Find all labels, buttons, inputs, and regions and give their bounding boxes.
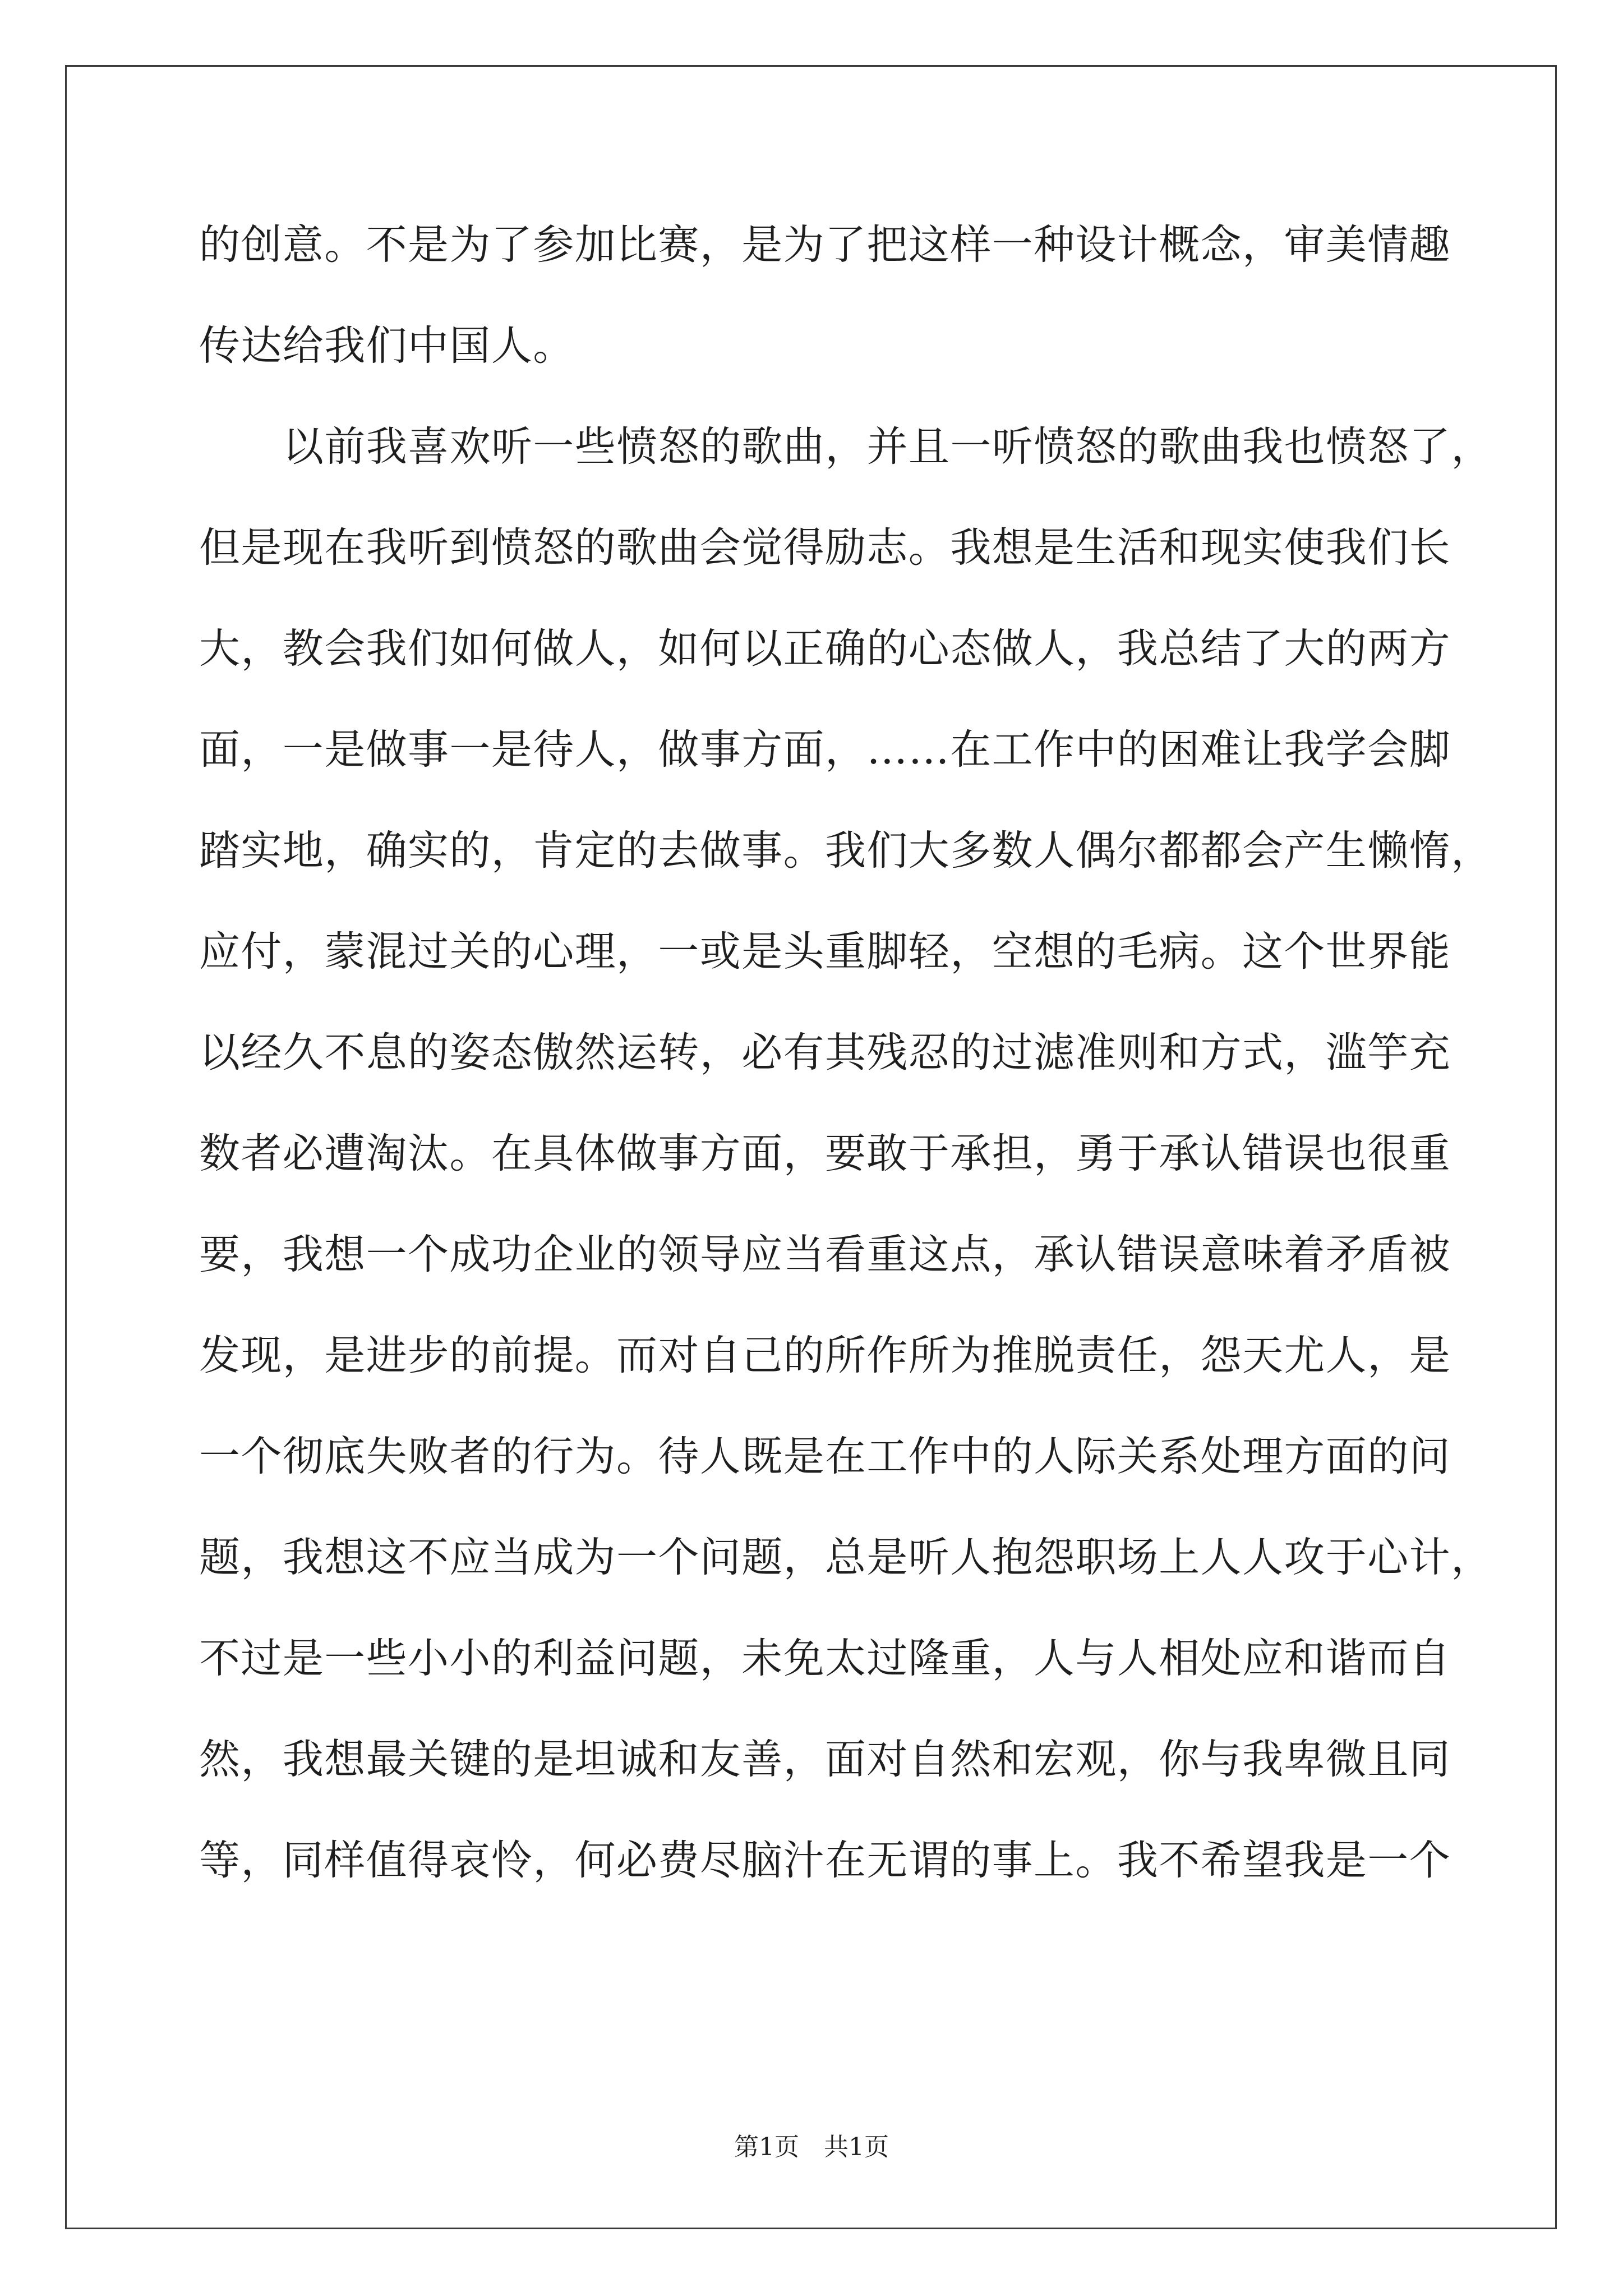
text-line: 发现，是进步的前提。而对自己的所作所为推脱责任，怨天尤人，是: [199, 1332, 1451, 1379]
page-footer: [0, 2132, 1623, 2163]
text-line: 传达给我们中国人。: [199, 322, 575, 370]
text-line: 但是现在我听到愤怒的歌曲会觉得励志。我想是生活和现实使我们长: [199, 524, 1451, 572]
text-line: 题，我想这不应当成为一个问题，总是听人抱怨职场上人人攻于心计，: [199, 1534, 1493, 1581]
page-total: 共1页: [824, 2133, 889, 2161]
text-line: 踏实地，确实的，肯定的去做事。我们大多数人偶尔都都会产生懒惰，: [199, 827, 1493, 875]
page-number: 第1页: [734, 2133, 799, 2161]
text-line: 的创意。不是为了参加比赛，是为了把这样一种设计概念，审美情趣: [199, 221, 1451, 269]
text-line: 不过是一些小小的利益问题，未免太过隆重，人与人相处应和谐而自: [199, 1635, 1451, 1682]
paragraph-first-line: 以前我喜欢听一些愤怒的歌曲，并且一听愤怒的歌曲我也愤怒了，: [283, 423, 1493, 471]
text-line: 一个彻底失败者的行为。待人既是在工作中的人际关系处理方面的问: [199, 1433, 1451, 1480]
text-line: 应付，蒙混过关的心理，一或是头重脚轻，空想的毛病。这个世界能: [199, 928, 1451, 976]
text-line: 数者必遭淘汰。在具体做事方面，要敢于承担，勇于承认错误也很重: [199, 1130, 1451, 1177]
text-line: 面，一是做事一是待人，做事方面，……在工作中的困难让我学会脚: [199, 726, 1451, 774]
text-line: 等，同样值得哀怜，何必费尽脑汁在无谓的事上。我不希望我是一个: [199, 1837, 1451, 1884]
text-line: 以经久不息的姿态傲然运转，必有其残忍的过滤准则和方式，滥竽充: [199, 1029, 1451, 1076]
text-line: 然，我想最关键的是坦诚和友善，面对自然和宏观，你与我卑微且同: [199, 1736, 1451, 1783]
text-line: 大，教会我们如何做人，如何以正确的心态做人，我总结了大的两方: [199, 625, 1451, 673]
text-line: 要，我想一个成功企业的领导应当看重这点，承认错误意味着矛盾被: [199, 1231, 1451, 1278]
